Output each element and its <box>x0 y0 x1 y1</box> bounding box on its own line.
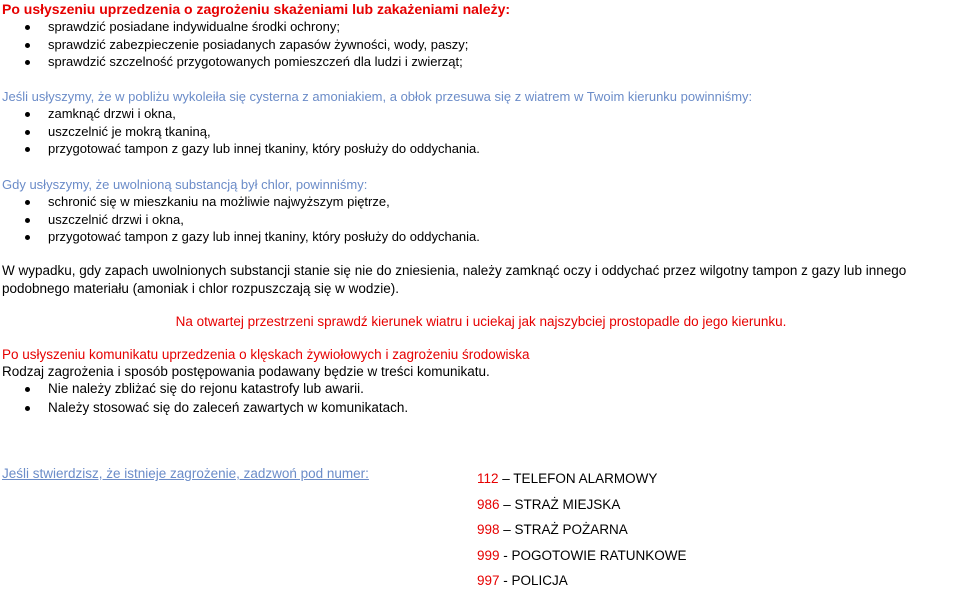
phone-item <box>477 543 687 569</box>
bullet-list <box>2 380 960 417</box>
section-title: Jeśli usłyszymy, że w pobliżu wykoleiła się cysterna z amoniakiem, a obłok przesuwa się z wiatrem w Twoim kierunku powinniśmy: <box>2 89 753 104</box>
list-item: schronić się w mieszkaniu na możliwie najwyższym piętrze, <box>2 193 960 211</box>
bullet-list <box>2 105 960 158</box>
section-natural-disasters <box>2 346 960 417</box>
list-item: uszczelnić drzwi i okna, <box>2 211 960 229</box>
list-item: uszczelnić je mokrą tkaniną, <box>2 123 960 141</box>
section-title: Po usłyszeniu komunikatu uprzedzenia o klęskach żywiołowych i zagrożeniu środowiska <box>2 347 530 362</box>
phone-number: 999 <box>477 547 500 563</box>
phone-label: – STRAŻ MIEJSKA <box>503 496 621 512</box>
warning-text: Na otwartej przestrzeni sprawdź kierunek wiatru i uciekaj jak najszybciej prostopadle do jego kierunku. <box>175 314 787 329</box>
section-subtitle: Rodzaj zagrożenia i sposób postępowania podawany będzie w treści komunikatu. <box>2 364 490 379</box>
list-item: sprawdzić zabezpieczenie posiadanych zapasów żywności, wody, paszy; <box>2 36 960 54</box>
paragraph-odor: W wypadku, gdy zapach uwolnionych substancji stanie się nie do zniesienia, należy zamknąć oczy i oddychać przez wilgotny tampon z gazy lub innego podobnego materiału (amoniak i chlor rozpuszczają się w wodzie). <box>2 263 907 296</box>
phone-label: – TELEFON ALARMOWY <box>502 471 658 486</box>
phone-item <box>477 568 687 594</box>
section-title: Gdy usłyszymy, że uwolnioną substancją był chlor, powinniśmy: <box>2 177 368 192</box>
phone-number: 997 <box>477 573 500 588</box>
list-item: przygotować tampon z gazy lub innej tkaniny, który posłuży do oddychania. <box>2 228 960 246</box>
list-item: Należy stosować się do zaleceń zawartych w komunikatach. <box>2 399 960 418</box>
bullet-list <box>2 193 960 246</box>
phone-number: 986 <box>477 496 500 512</box>
section-contamination <box>2 1 960 71</box>
list-item: zamknąć drzwi i okna, <box>2 105 960 123</box>
phone-item <box>477 492 687 518</box>
phone-number: 998 <box>477 522 500 537</box>
list-item: sprawdzić posiadane indywidualne środki ochrony; <box>2 18 960 36</box>
list-item: Nie należy zbliżać się do rejonu katastrofy lub awarii. <box>2 380 960 399</box>
section-title: Po usłyszeniu uprzedzenia o zagrożeniu skażeniami lub zakażeniami należy: <box>2 1 511 17</box>
phone-item <box>477 517 687 543</box>
phone-label: - POGOTOWIE RATUNKOWE <box>503 547 687 563</box>
list-item: sprawdzić szczelność przygotowanych pomieszczeń dla ludzi i zwierząt; <box>2 53 960 71</box>
list-item: przygotować tampon z gazy lub innej tkaniny, który posłuży do oddychania. <box>2 140 960 158</box>
phone-item <box>477 466 687 492</box>
phone-label: - POLICJA <box>503 573 568 588</box>
section-chlorine <box>2 176 960 246</box>
phone-number: 112 <box>477 471 499 486</box>
section-ammonia <box>2 88 960 158</box>
emergency-question: Jeśli stwierdzisz, że istnieje zagrożenie, zadzwoń pod numer: <box>2 466 369 481</box>
phone-label: – STRAŻ POŻARNA <box>503 522 628 537</box>
bullet-list <box>2 18 960 71</box>
phone-list <box>477 466 687 594</box>
